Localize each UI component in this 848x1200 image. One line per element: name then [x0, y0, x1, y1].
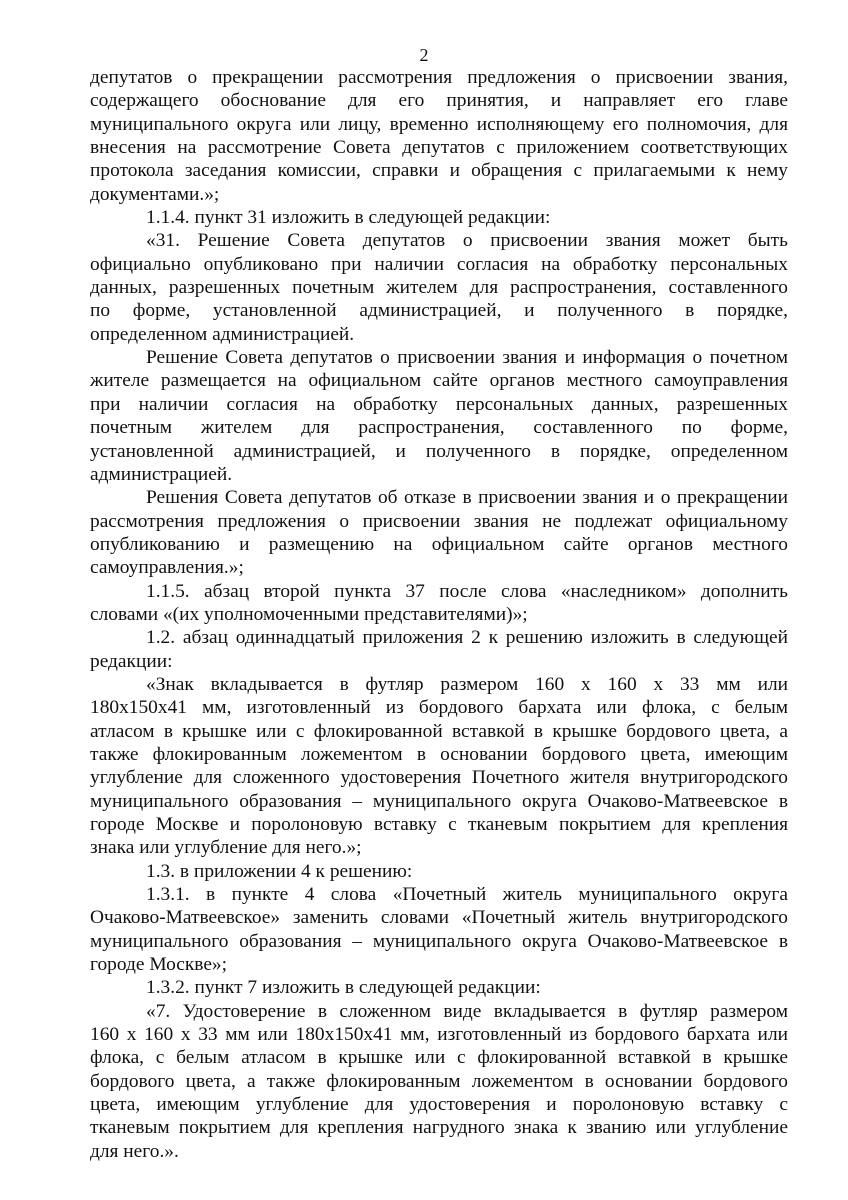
- paragraph-1-3: [90, 860, 788, 883]
- text-line: по форме, установленной администрацией, и полученного в порядке,: [90, 300, 788, 322]
- paragraph-1-2: [90, 626, 788, 673]
- paragraph-31-a: [90, 229, 788, 346]
- text-line: также флокированным ложементом в основании бордового цвета, имеющим: [90, 743, 788, 765]
- text-line: редакции:: [90, 650, 173, 672]
- text-line: опубликованию и размещению на официальном сайте органов местного: [90, 533, 788, 555]
- text-line: 1.3.2. пункт 7 изложить в следующей редакции:: [146, 977, 541, 999]
- text-line: 1.2. абзац одиннадцатый приложения 2 к решению изложить в следующей: [146, 627, 788, 649]
- text-line: цвета, имеющим углубление для удостоверения и поролоновую вставку с: [90, 1094, 788, 1116]
- text-line: «7. Удостоверение в сложенном виде вкладывается в футляр размером: [146, 1000, 788, 1022]
- paragraph-1-3-1: [90, 883, 788, 976]
- text-line: муниципального образования – муниципального округа Очаково-Матвеевское в: [90, 930, 788, 952]
- text-line: муниципального округа или лицу, временно исполняющему его полномочия, для: [90, 113, 788, 135]
- paragraph-1-1-4: [90, 206, 788, 229]
- text-line: определенном администрацией.: [90, 323, 355, 345]
- text-line: администрацией.: [90, 463, 233, 485]
- text-line: документами.»;: [90, 183, 220, 205]
- text-line: при наличии согласия на обработку персональных данных, разрешенных: [90, 393, 788, 415]
- text-line: официально опубликовано при наличии согласия на обработку персональных: [90, 253, 788, 275]
- text-line: почетным жителем для распространения, составленного по форме,: [90, 417, 788, 439]
- text-line: муниципального образования – муниципального округа Очаково-Матвеевское в: [90, 790, 788, 812]
- text-line: протокола заседания комиссии, справки и обращения с прилагаемыми к нему: [90, 160, 788, 182]
- paragraph-31-b: [90, 346, 788, 486]
- text-line: установленной администрацией, и полученного в порядке, определенном: [90, 440, 788, 462]
- paragraph-7: [90, 1000, 788, 1163]
- text-line: 160 х 160 х 33 мм или 180х150х41 мм, изготовленный из бордового бархата или: [90, 1024, 788, 1046]
- text-line: депутатов о прекращении рассмотрения предложения о присвоении звания,: [90, 67, 788, 88]
- text-line: 1.3.1. в пункте 4 слова «Почетный житель муниципального округа: [146, 884, 788, 906]
- text-line: городе Москве»;: [90, 954, 228, 976]
- paragraph-1-3-2: [90, 976, 788, 999]
- text-line: углубление для сложенного удостоверения Почетного жителя внутригородского: [90, 767, 788, 789]
- text-line: Решения Совета депутатов об отказе в присвоении звания и о прекращении: [146, 487, 788, 509]
- text-line: флока, с белым атласом в крышке или с флокированной вставкой в крышке: [90, 1047, 788, 1069]
- text-line: 180х150х41 мм, изготовленный из бордового бархата или флока, с белым: [90, 697, 788, 719]
- text-line: Очаково-Матвеевское» заменить словами «Почетный житель внутригородского: [90, 907, 788, 929]
- document-body: [90, 66, 788, 1163]
- text-line: бордового цвета, а также флокированным ложементом в основании бордового: [90, 1070, 788, 1092]
- text-line: Решение Совета депутатов о присвоении звания и информация о почетном: [146, 347, 788, 369]
- text-line: тканевым покрытием для крепления нагрудного знака к званию или углубление: [90, 1117, 788, 1139]
- text-line: «31. Решение Совета депутатов о присвоении звания может быть: [146, 230, 788, 252]
- text-line: рассмотрения предложения о присвоении звания не подлежат официальному: [90, 510, 788, 532]
- text-line: 1.3. в приложении 4 к решению:: [146, 860, 413, 882]
- text-line: «Знак вкладывается в футляр размером 160 х 160 х 33 мм или: [146, 673, 788, 695]
- text-line: данных, разрешенных почетным жителем для распространения, составленного: [90, 277, 788, 299]
- paragraph-1-1-5: [90, 580, 788, 627]
- page-number: 2: [419, 45, 429, 65]
- paragraph-continuation: [90, 66, 788, 206]
- text-line: словами «(их уполномоченными представителями)»;: [90, 603, 528, 625]
- text-line: для него.».: [90, 1140, 179, 1162]
- text-line: знака или углубление для него.»;: [90, 837, 362, 859]
- text-line: внесения на рассмотрение Совета депутатов с приложением соответствующих: [90, 137, 788, 159]
- text-line: самоуправления.»;: [90, 557, 244, 579]
- text-line: жителе размещается на официальном сайте органов местного самоуправления: [90, 370, 788, 392]
- text-line: атласом в крышке или с флокированной вставкой в крышке бордового цвета, а: [90, 720, 788, 742]
- text-line: 1.1.4. пункт 31 изложить в следующей редакции:: [146, 207, 551, 229]
- text-line: городе Москве и поролоновую вставку с тканевым покрытием для крепления: [90, 814, 788, 835]
- text-line: 1.1.5. абзац второй пункта 37 после слова «наследником» дополнить: [146, 580, 788, 602]
- paragraph-znak: [90, 673, 788, 860]
- paragraph-31-c: [90, 486, 788, 579]
- text-line: содержащего обоснование для его принятия, и направляет его главе: [90, 90, 788, 112]
